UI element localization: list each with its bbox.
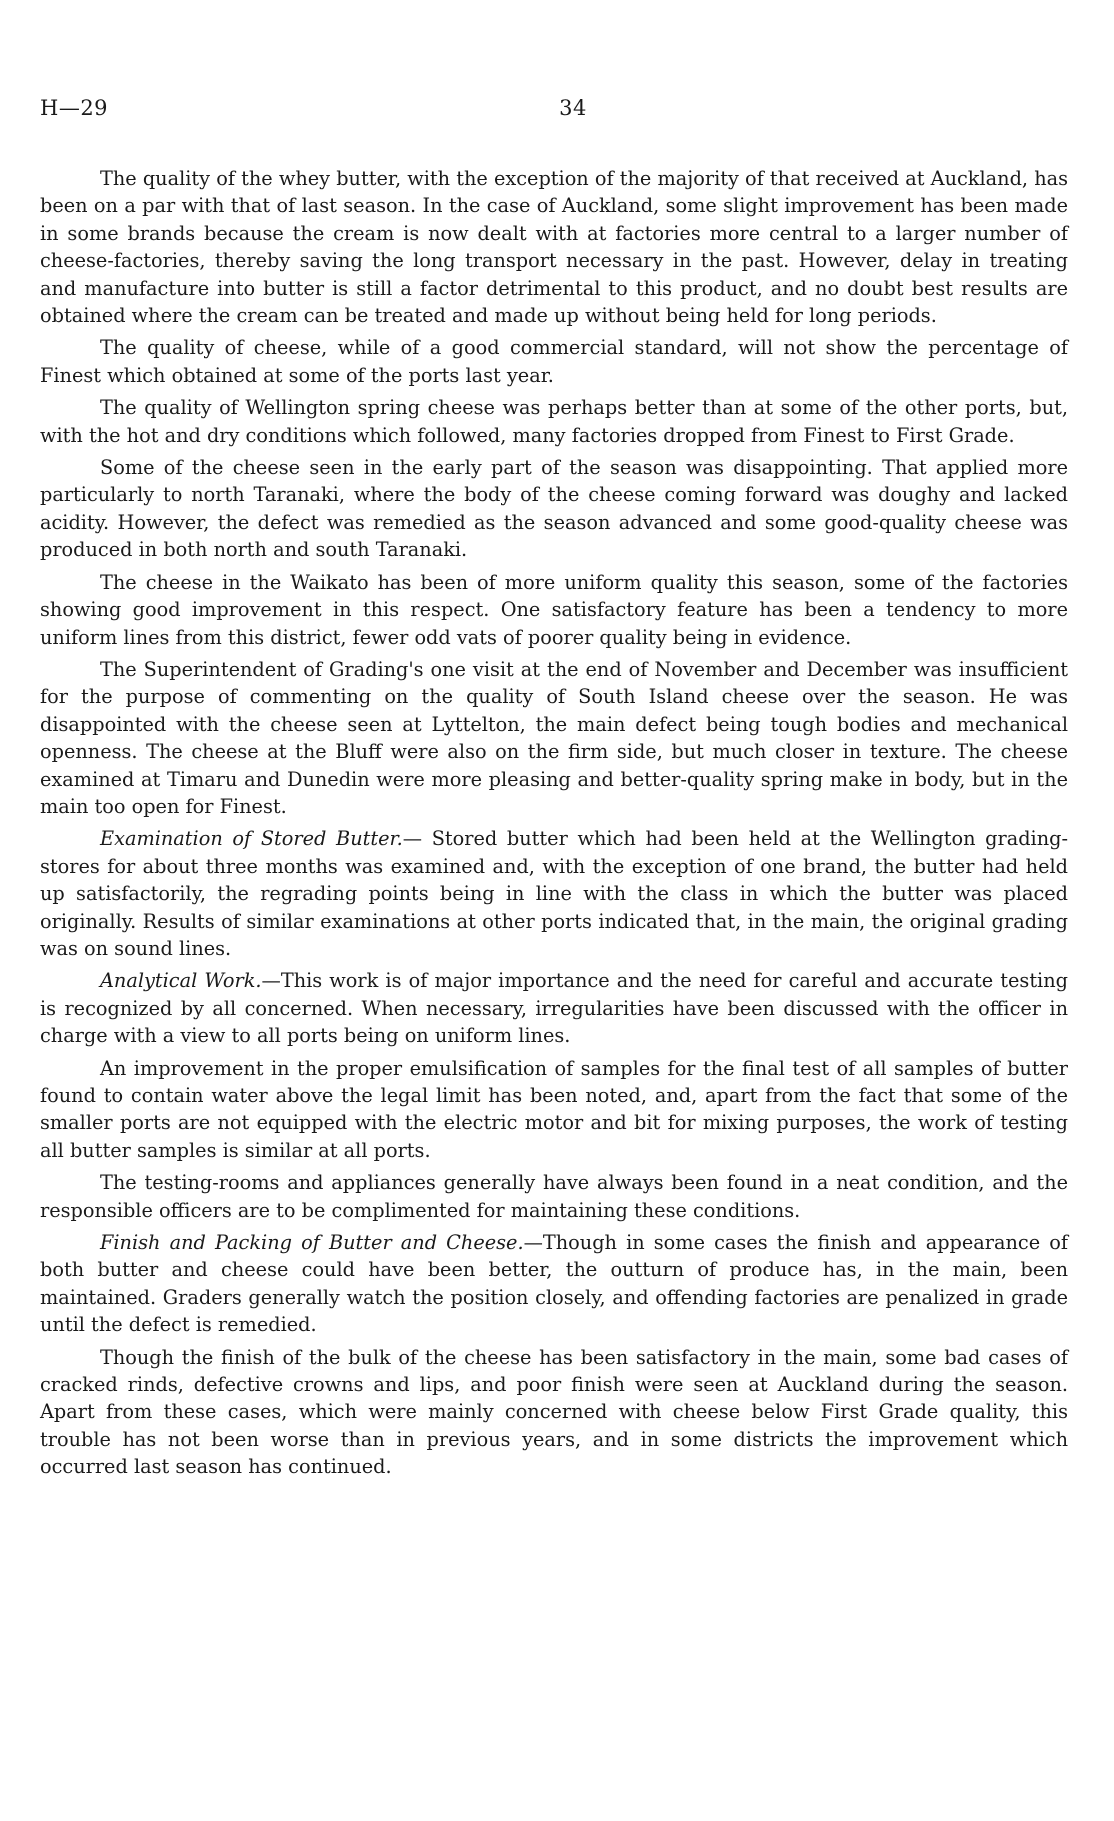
paragraph-text: Though the finish of the bulk of the cheese has been satisfactory in the main, some bad cases of cracked rinds, defective crowns and lips, and poor finish were seen at Auckland during the season. Apart from these cases, which were mainly concerned with cheese below First Grade quality, this trouble has not been worse than in previous years, and in some districts the improvement which occurred last season has continued. — [40, 1345, 1068, 1479]
section-heading: Finish and Packing of Butter and Cheese. — [100, 1231, 524, 1255]
page-header — [40, 96, 1080, 128]
paragraph — [40, 334, 1068, 389]
paragraph — [40, 165, 1068, 329]
page-number: 34 — [559, 96, 587, 120]
paragraph-text: —This work is of major importance and the need for careful and accurate testing is recognized by all concerned. When necessary, irregularities have been discussed with the officer in charge with a view to all ports being on uniform lines. — [40, 969, 1068, 1048]
paragraph-text: The Superintendent of Grading's one visit at the end of November and December was insufficient for the purpose of commenting on the quality of South Island cheese over the season. He was disappointed with the cheese seen at Lyttelton, the main defect being tough bodies and mechanical openness. The cheese at the Bluff were also on the firm side, but much closer in texture. The cheese examined at Timaru and Dunedin were more pleasing and better-quality spring make in body, but in the main too open for Finest. — [40, 657, 1068, 818]
paragraph — [40, 569, 1068, 651]
body-text — [40, 165, 1068, 1486]
paragraph — [40, 656, 1068, 820]
document-reference: H—29 — [40, 96, 109, 120]
paragraph-text: An improvement in the proper emulsification of samples for the final test of all samples of butter found to contain water above the legal limit has been noted, and, apart from the fact that some of the smaller ports are not equipped with the electric motor and bit for mixing purposes, the work of testing all butter samples is similar at all ports. — [40, 1056, 1068, 1162]
paragraph-text: —Though in some cases the finish and appearance of both butter and cheese could have been better, the outturn of produce has, in the main, been maintained. Graders generally watch the position closely, and offending factories are penalized in grade until the defect is remedied. — [40, 1231, 1068, 1337]
paragraph — [40, 1344, 1068, 1481]
paragraph — [40, 454, 1068, 564]
paragraph-text: The quality of the whey butter, with the exception of the majority of that received at Auckland, has been on a par with that of last season. In the case of Auckland, some slight improvement has been made in some brands because the cream is now dealt with at factories more central to a larger number of cheese-factories, thereby saving the long transport necessary in the past. However, delay in treating and manufacture into butter is still a factor detrimental to this product, and no doubt best results are obtained where the cream can be treated and made up without being held for long periods. — [40, 167, 1068, 328]
paragraph — [40, 1229, 1068, 1339]
paragraph-text: The cheese in the Waikato has been of more uniform quality this season, some of the factories showing good improvement in this respect. One satisfactory feature has been a tendency to more uniform lines from this district, fewer odd vats of poorer quality being in evidence. — [40, 570, 1068, 649]
paragraph — [40, 967, 1068, 1049]
section-heading: Examination of Stored Butter. — [100, 827, 403, 851]
paragraph-text: The testing-rooms and appliances generally have always been found in a neat condition, and the responsible officers are to be complimented for maintaining these conditions. — [40, 1171, 1068, 1222]
paragraph-text: The quality of cheese, while of a good commercial standard, will not show the percentage of Finest which obtained at some of the ports last year. — [40, 336, 1068, 387]
paragraph-text: Some of the cheese seen in the early part of the season was disappointing. That applied more particularly to north Taranaki, where the body of the cheese coming forward was doughy and lacked acidity. However, the defect was remedied as the season advanced and some good-quality cheese was produced in both north and south Taranaki. — [40, 456, 1068, 562]
paragraph — [40, 1055, 1068, 1165]
paragraph — [40, 394, 1068, 449]
section-heading: Analytical Work. — [100, 969, 262, 993]
paragraph-text: The quality of Wellington spring cheese was perhaps better than at some of the other ports, but, with the hot and dry conditions which followed, many factories dropped from Finest to First Grade. — [40, 396, 1068, 447]
paragraph — [40, 1169, 1068, 1224]
paragraph-text: — Stored butter which had been held at the Wellington grading-stores for about three months was examined and, with the exception of one brand, the butter had held up satisfactorily, the regrading points being in line with the class in which the butter was placed originally. Results of similar examinations at other ports indicated that, in the main, the original grading was on sound lines. — [40, 827, 1068, 960]
paragraph — [40, 825, 1068, 962]
